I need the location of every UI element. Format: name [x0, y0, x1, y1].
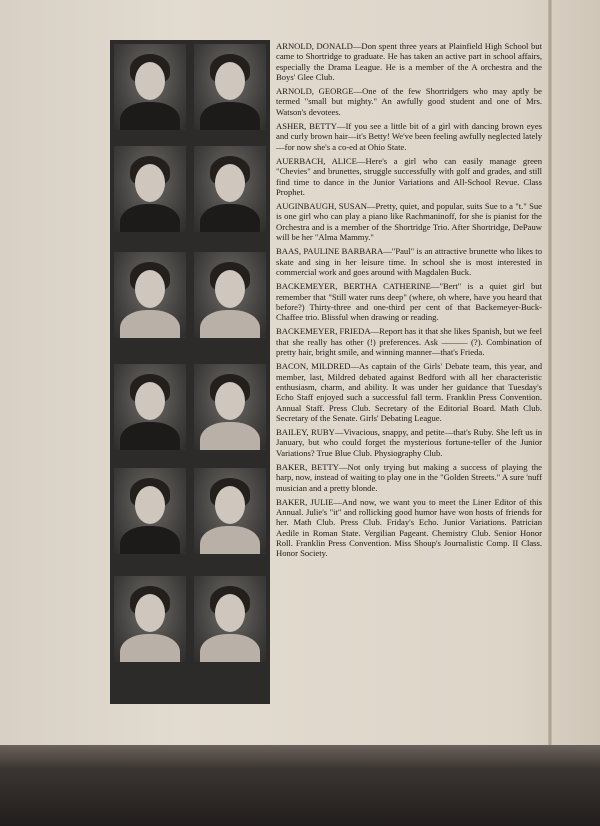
- entry-backemeyer-bertha: BACKEMEYER, BERTHA CATHERINE—"Bert" is a quiet girl but remember that "Still water runs deep" (where, oh where, have you heard that before?) Thirty-three and one-third per cent of that Backemeyer-Buck-Chaffee trio. Blissful when drawing or reading.: [276, 281, 542, 323]
- portrait-arnold-donald: [114, 44, 186, 130]
- portrait-backemeyer-bertha: [114, 364, 186, 450]
- entry-asher-betty: ASHER, BETTY—If you see a little bit of a girl with dancing brown eyes and curly brown hair—it's Betty! We've been feeling awfully neglected lately—for now she's a co-ed at Ohio State.: [276, 121, 542, 152]
- entry-auerbach-alice: AUERBACH, ALICE—Here's a girl who can easily manage green "Chevies" and brunettes, struggle successfully with golf and grades, and still find time to dance in the Junior Variations and All-School Revue. Class Prophet.: [276, 155, 542, 197]
- background-surface: [0, 745, 600, 826]
- portrait-baas-pauline: [194, 252, 266, 338]
- portrait-arnold-george: [194, 44, 266, 130]
- entry-baker-betty: BAKER, BETTY—Not only trying but making a success of playing the harp, now, instead of waiting to play one in the "Golden Streets." A sure 'nuff musician and a pretty blonde.: [276, 461, 542, 493]
- entry-backemeyer-frieda: BACKEMEYER, FRIEDA—Report has it that she likes Spanish, but we feel that she really has other (!) preferences. Ask ——— (?). Combination of pretty hair, bright smile, and winning manner—that's Frieda.: [276, 326, 542, 358]
- portrait-baker-julie: [194, 576, 266, 662]
- portrait-backemeyer-frieda: [194, 364, 266, 450]
- portrait-bailey-ruby: [194, 468, 266, 554]
- portrait-grid: [110, 40, 270, 704]
- binding-gutter: [548, 0, 552, 760]
- entry-bailey-ruby: BAILEY, RUBY—Vivacious, snappy, and petite—that's Ruby. She left us in January, but who could forget the mysterious fortune-teller of the Junior Variations? True Blue Club. Physiography Club.: [276, 427, 542, 458]
- entry-baas-pauline: BAAS, PAULINE BARBARA—"Paul" is an attractive brunette who likes to skate and sing in her leisure time. In school she is most interested in commercial work and goes around with Magdalen Buck.: [276, 246, 542, 277]
- biography-column: [276, 41, 542, 563]
- portrait-auginbaugh-susan: [114, 252, 186, 338]
- portrait-auerbach-alice: [194, 146, 266, 232]
- entry-auginbaugh-susan: AUGINBAUGH, SUSAN—Pretty, quiet, and popular, suits Sue to a "t." Sue is one girl who can play a piano like Rachmaninoff, for she is pianist for the Orchestra and is a member of the Shortridge Trio. After Shortridge, DePauw will be her "Alma Mammy.": [276, 201, 542, 243]
- portrait-bacon-mildred: [114, 468, 186, 554]
- portrait-asher-betty: [114, 146, 186, 232]
- entry-arnold-donald: ARNOLD, DONALD—Don spent three years at Plainfield High School but came to Shortridge to graduate. He has taken an active part in school affairs, especially the Drama League. He is a member of the A orchestra and the Boys' Glee Club.: [276, 41, 542, 82]
- entry-baker-julie: BAKER, JULIE—And now, we want you to meet the Liner Editor of this Annual. Julie's "it" and rollicking good humor have won hosts of friends for her. Math Club. Press Club. Friday's Echo. Junior Variations. Patrician Aedile in Roman State. Vergilian Pageant. Chemistry Club. Senior Honor Roll. Franklin Press Convention. Miss Shoup's Journalistic Comp. II Class. Honor Society.: [276, 496, 542, 559]
- entry-bacon-mildred: BACON, MILDRED—As captain of the Girls' Debate team, this year, and member, last, Mildred debated against Bedford with all her characteristic enthusiasm, charm, and ability. It was under her guidance that Tuesday's Echo Staff enjoyed such a successful fall term. Franklin Press Convention. Annual Staff. Press Club. Secretary of the Editorial Board. Math Club. Secretary of the Senate. Girls' Debating League.: [276, 361, 542, 423]
- portrait-baker-betty: [114, 576, 186, 662]
- entry-arnold-george: ARNOLD, GEORGE—One of the few Shortridgers who may aptly be termed "small but mighty." An awfully good student and one of Mrs. Watson's devotees.: [276, 86, 542, 117]
